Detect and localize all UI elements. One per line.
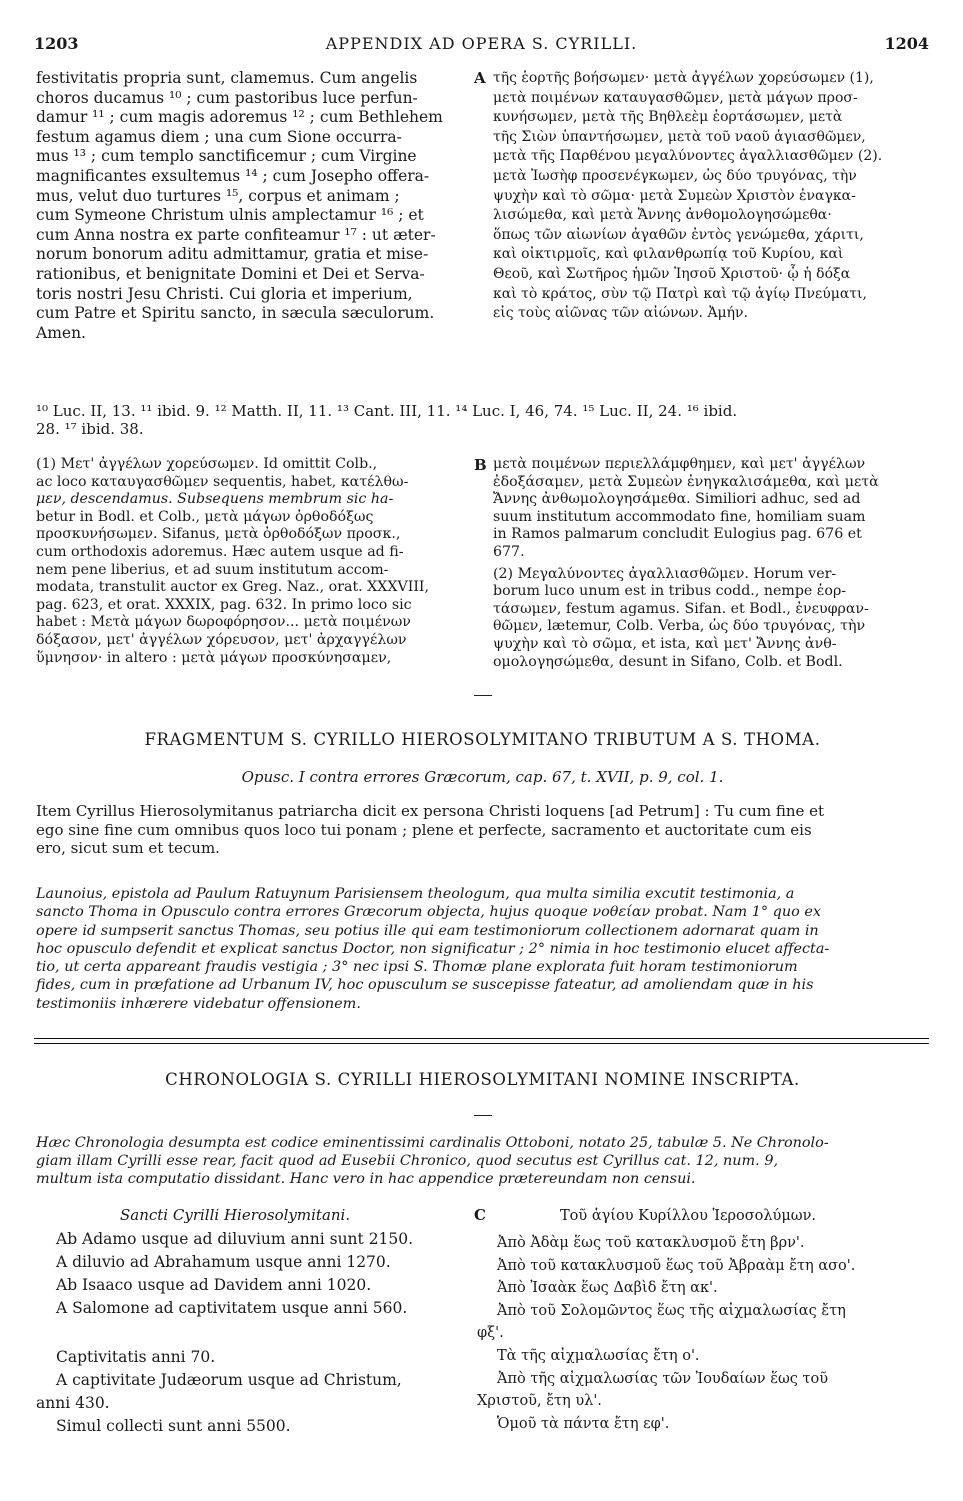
text-line: Launoius, epistola ad Paulum Ratuynum Parisiensem theologum, qua multa similia excutit testimonia, a	[36, 886, 795, 902]
text-line: μετὰ Ἰωσὴφ προσενέγκωμεν, ὡς δύο τρυγόνας, τὴν	[493, 167, 857, 184]
chronology-line: Ἀπὸ τοῦ κατακλυσμοῦ ἕως τοῦ Ἀβραὰμ ἔτη ασο'.	[497, 1257, 856, 1274]
fragment-subtitle: Opusc. I contra errores Græcorum, cap. 67, t. XVII, p. 9, col. 1.	[241, 768, 724, 786]
chronology-line: Ab Isaaco usque ad Davidem anni 1020.	[56, 1276, 372, 1294]
latin-chronology-list-2	[36, 1346, 402, 1438]
text-line: μετὰ ποιμένων καταυγασθῶμεν, μετὰ μάγων προσ-	[493, 89, 858, 106]
fragment-quotation	[36, 802, 929, 858]
note-line: ac loco καταυγασθῶμεν sequentis, habet, κατέλθω-	[36, 473, 409, 490]
text-line: λισώμεθα, καὶ μετὰ Ἄννης ἀνθομολογησώμεθα·	[493, 207, 832, 224]
text-line: hoc opusculo defendit et explicat sanctus Doctor, non significatur ; 2° nimia in hoc testimonio elucet affecta-	[36, 940, 830, 957]
running-title: APPENDIX AD OPERA S. CYRILLI.	[325, 34, 638, 53]
text-line: cum Anna nostra ex parte confiteamur ¹⁷ : ut æter-	[36, 225, 436, 244]
note-line: (2) Μεγαλύνοντες ἀγαλλιασθῶμεν. Horum ver-	[493, 565, 837, 582]
running-header	[34, 34, 929, 58]
chronologia-title: CHRONOLOGIA S. CYRILLI HIEROSOLYMITANI NOMINE INSCRIPTA.	[165, 1070, 800, 1089]
note-line: pag. 623, et orat. XXXIX, pag. 632. In primo loco sic	[36, 596, 412, 613]
note-line: in Ramos palmarum concludit Eulogius pag. 676 et	[493, 526, 862, 543]
text-line: κυνήσωμεν, μετὰ τῆς Βηθλεὲμ ἑορτάσωμεν, μετὰ	[493, 109, 843, 126]
note-line: cum orthodoxis adoremus. Hæc autem usque ad fi-	[36, 543, 404, 560]
chronology-line: A Salomone ad captivitatem usque anni 560.	[56, 1299, 408, 1317]
note-line: nem pene liberius, et ad suum institutum accom-	[36, 561, 389, 578]
chronology-line: φξ'.	[477, 1325, 504, 1342]
chronology-line: A diluvio ad Abrahamum usque anni 1270.	[56, 1253, 391, 1271]
text-line: ψυχὴν καὶ τὸ σῶμα· μετὰ Συμεὼν Χριστὸν ἐναγκα-	[493, 187, 856, 204]
text-line: Item Cyrillus Hierosolymitanus patriarcha dicit ex persona Christi loquens [ad Petrum] : Tu cum fine et	[36, 802, 825, 820]
footnote-references	[36, 402, 929, 438]
section-divider	[474, 1115, 492, 1116]
chronology-line: Ἀπὸ τοῦ Σολομῶντος ἕως τῆς αἰχμαλωσίας ἔτη	[497, 1302, 846, 1319]
chronology-line: Ἀπὸ τῆς αἰχμαλωσίας τῶν Ἰουδαίων ἕως τοῦ	[497, 1370, 829, 1387]
text-line: fides, cum in præfatione ad Urbanum IV, hoc opusculum se suscepisse fateatur, ad amoliendam quæ in his	[36, 977, 814, 994]
text-line: tio, ut certa appareant fraudis vestigia ; 3° nec ipsi S. Thomæ plane explorata fuit horam testimoniorum	[36, 959, 798, 976]
notes-left-column	[36, 456, 472, 667]
latin-column	[36, 69, 482, 343]
margin-marker-c: C	[474, 1206, 486, 1224]
text-line: εἰς τοὺς αἰῶνας τῶν αἰώνων. Ἀμήν.	[493, 305, 749, 322]
note-line: ψυχὴν καὶ τὸ σῶμα, et ista, καὶ μετ' Ἄννης ἀνθ-	[493, 635, 837, 652]
double-rule	[34, 1038, 929, 1044]
note-line: δόξασον, μετ' ἀγγέλων χόρευσον, μετ' ἀρχαγγέλων	[36, 631, 407, 648]
chronology-line: Ab Adamo usque ad diluvium anni sunt 2150.	[56, 1230, 414, 1248]
text-line: μετὰ τῆς Παρθένου μεγαλύνοντες ἀγαλλιασθῶμεν (2).	[493, 148, 883, 165]
text-line: toris nostri Jesu Christi. Cui gloria et imperium,	[36, 284, 413, 303]
note-line: τάσωμεν, festum agamus. Sifan. et Bodl., ἐνευφραν-	[493, 600, 869, 617]
text-line: καὶ οἰκτιρμοῖς, καὶ φιλανθρωπίᾳ τοῦ Κυρίου, καὶ	[493, 246, 844, 263]
note-line: borum luco unum est in tribus codd., nempe ἑορ-	[493, 583, 847, 600]
chronology-line: Χριστοῦ, ἔτη υλ'.	[477, 1393, 602, 1410]
page-number-right: 1204	[884, 34, 929, 53]
note-line: Ἄννης ἀνθωμολογησάμεθα. Similiori adhuc, sed ad	[493, 491, 861, 508]
text-line: festum agamus diem ; una cum Sione occurra-	[36, 127, 402, 146]
fragment-title: FRAGMENTUM S. CYRILLO HIEROSOLYMITANO TRIBUTUM A S. THOMA.	[144, 730, 821, 749]
margin-marker-b: B	[474, 456, 487, 474]
margin-marker-a: A	[474, 69, 486, 87]
text-line: τῆς Σιὼν ὑπαντήσωμεν, μετὰ τοῦ ναοῦ ἁγιασθῶμεν,	[493, 128, 866, 145]
note-line: modata, transtulit auctor ex Greg. Naz., orat. XXXVIII,	[36, 579, 430, 596]
chronology-line: Simul collecti sunt anni 5500.	[56, 1417, 291, 1435]
text-line: mus, velut duo turtures ¹⁵, corpus et animam ;	[36, 186, 400, 205]
chronology-line: A captivitate Judæorum usque ad Christum,	[56, 1371, 402, 1389]
text-line: καὶ τὸ κράτος, σὺν τῷ Πατρὶ καὶ τῷ ἁγίῳ Πνεύματι,	[493, 285, 867, 302]
text-line: sancto Thoma in Opusculo contra errores Græcorum objecta, hujus quoque νοθείαν probat. Nam 1° quo ex	[36, 904, 822, 921]
note-line: προσκυνήσωμεν. Sifanus, μετὰ ὀρθοδόξων προσκ.,	[36, 526, 401, 543]
chronology-line: Ἀπὸ Ἰσαὰκ ἕως Δαβὶδ ἔτη ακ'.	[497, 1280, 718, 1297]
note-line: suum institutum accommodato fine, homiliam suam	[493, 508, 866, 525]
text-line: festivitatis propria sunt, clamemus. Cum angelis	[36, 69, 418, 87]
text-line: testimoniis inhærere videbatur offensionem.	[36, 995, 361, 1012]
text-line: Θεοῦ, καὶ Σωτῆρος ἡμῶν Ἰησοῦ Χριστοῦ· ᾧ ἡ δόξα	[493, 265, 851, 282]
text-line: ego sine fine cum omnibus quos loco tui ponam ; plene et perfecte, sacramento et auctoritate cum eis	[36, 820, 812, 839]
text-line: cum Patre et Spiritu sancto, in sæcula sæculorum.	[36, 304, 435, 323]
text-line: Hæc Chronologia desumpta est codice eminentissimi cardinalis Ottoboni, notato 25, tabulæ 5. Ne Chronolo-	[36, 1135, 829, 1151]
text-line: τῆς ἑορτῆς βοήσωμεν· μετὰ ἀγγέλων χορεύσωμεν (1),	[493, 70, 874, 86]
section-divider	[474, 695, 492, 696]
footnote-line: 28. ¹⁷ ibid. 38.	[36, 420, 144, 438]
chronology-line: Captivitatis anni 70.	[56, 1348, 216, 1366]
chronology-line: Ὁμοῦ τὰ πάντα ἔτη εφ'.	[497, 1415, 670, 1432]
text-line: giam illam Cyrilli esse rear, facit quod ad Eusebii Chronico, quod secutus est Cyrillus cat. 12, num. 9,	[36, 1153, 779, 1169]
note-line: 677.	[493, 543, 525, 560]
note-line: habet : Μετὰ μάγων δωροφόρησον... μετὰ ποιμένων	[36, 614, 411, 631]
note-line: (1) Μετ' ἀγγέλων χορεύσωμεν. Id omittit Colb.,	[36, 456, 378, 472]
text-line: multum ista computatio dissidant. Hanc vero in hac appendice prætereundam non censui.	[36, 1171, 696, 1187]
latin-chronology-list	[56, 1228, 413, 1320]
footnote-line: ¹⁰ Luc. II, 13. ¹¹ ibid. 9. ¹² Matth. II, 11. ¹³ Cant. III, 11. ¹⁴ Luc. I, 46, 74. ¹⁵ Luc. II, 24. ¹⁶ ibid.	[36, 402, 738, 420]
text-line: Amen.	[36, 323, 86, 342]
text-line: ero, sicut sum et tecum.	[36, 839, 220, 858]
chronology-line: Τὰ τῆς αἰχμαλωσίας ἔτη ο'.	[497, 1347, 700, 1364]
text-line: mus ¹³ ; cum templo sanctificemur ; cum Virgine	[36, 147, 417, 166]
note-line: μεν, descendamus. Subsequens membrum sic ha-	[36, 491, 394, 508]
text-line: norum bonorum aditu admittamur, gratia et mise-	[36, 245, 429, 264]
text-line: magnificantes exsultemus ¹⁴ ; cum Josepho offera-	[36, 166, 430, 185]
text-line: choros ducamus ¹⁰ ; cum pastoribus luce perfun-	[36, 88, 418, 107]
note-line: θῶμεν, lætemur, Colb. Verba, ὡς δύο τρυγόνας, τὴν	[493, 618, 866, 635]
greek-chronology-list	[477, 1232, 929, 1435]
note-line: ὕμνησον· in altero : μετὰ μάγων προσκύνησαμεν,	[36, 649, 392, 666]
chronology-line: anni 430.	[36, 1394, 110, 1412]
note-line: betur in Bodl. et Colb., μετὰ μάγων ὀρθοδόξως	[36, 508, 374, 525]
chronologia-intro	[36, 1134, 929, 1188]
page-number-left: 1203	[34, 34, 79, 53]
latin-chronology-heading: Sancti Cyrilli Hierosolymitani.	[120, 1206, 351, 1224]
chronology-line: Ἀπὸ Ἀδὰμ ἕως τοῦ κατακλυσμοῦ ἔτη βρν'.	[497, 1235, 805, 1251]
text-line: opere id sumpserit sanctus Thomas, seu potius ille qui eam testimoniorum collectionem adornarat quam in	[36, 922, 819, 939]
note-line: ἐδοξάσαμεν, μετὰ Συμεὼν ἐνηγκαλισάμεθα, καὶ μετὰ	[493, 473, 879, 490]
text-line: cum Symeone Christum ulnis amplectamur ¹⁶ ; et	[36, 206, 424, 225]
note-line: ομολογησώμεθα, desunt in Sifano, Colb. et Bodl.	[493, 653, 843, 670]
text-line: damur ¹¹ ; cum magis adoremus ¹² ; cum Bethlehem	[36, 108, 443, 127]
text-line: ὅπως τῶν αἰωνίων ἀγαθῶν ἐντὸς γενώμεθα, χάριτι,	[493, 226, 864, 243]
note-line: μετὰ ποιμένων περιελλάμφθημεν, καὶ μετ' ἀγγέλων	[493, 456, 866, 472]
notes-right-column	[493, 456, 929, 671]
greek-chronology-heading: Τοῦ ἁγίου Κυρίλλου Ἱεροσολύμων.	[560, 1208, 817, 1224]
fragment-commentary	[36, 885, 929, 1013]
greek-column	[493, 69, 929, 324]
text-line: rationibus, et benignitate Domini et Dei et Serva-	[36, 264, 425, 283]
